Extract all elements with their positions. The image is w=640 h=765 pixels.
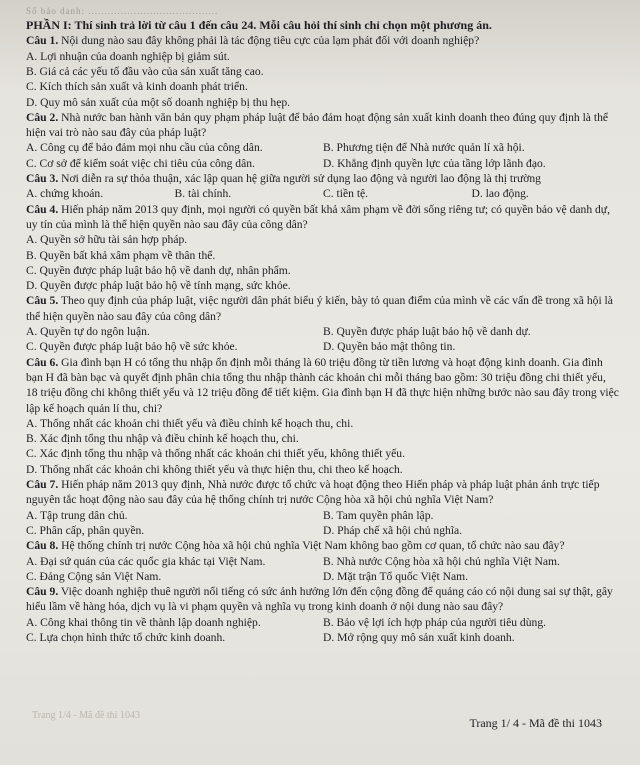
question-text: Việc doanh nghiệp thuê người nổi tiếng có sức ảnh hưởng lớn đến cộng đồng để quảng cáo có nội dung sai sự thật, gây hiểu lầm về hàng hóa, dịch vụ là vi phạm quyền và nghĩa vụ trong kinh doanh ở nội dung nào sau đây?	[26, 585, 613, 614]
option-b: B. Nhà nước Cộng hòa xã hội chủ nghĩa Việt Nam.	[323, 554, 560, 568]
options-row	[26, 186, 620, 201]
options-row	[26, 630, 620, 645]
options-row	[26, 508, 620, 523]
option-d: D. Pháp chế xã hội chủ nghĩa.	[323, 523, 463, 537]
question-stem	[26, 33, 620, 48]
option-c: C. Xác định tổng thu nhập và thống nhất các khoản chi thiết yếu, không thiết yếu.	[26, 447, 405, 461]
question-6	[26, 355, 620, 477]
option-a: A. Quyền sở hữu tài sản hợp pháp.	[26, 233, 188, 247]
question-number: Câu 7.	[26, 478, 59, 492]
question-text: Nội dung nào sau đây không phải là tác động tiêu cực của lạm phát đối với doanh nghiệp?	[61, 34, 480, 48]
question-stem	[26, 355, 620, 416]
option-b: B. Quyền được pháp luật bảo hộ về danh dự.	[323, 325, 531, 339]
option-c: C. Cơ sở để kiểm soát việc chi tiêu của công dân.	[26, 156, 255, 170]
option-a: A. Công cụ để bảo đảm mọi nhu cầu của công dân.	[26, 141, 263, 155]
options-row	[26, 615, 620, 630]
question-7	[26, 477, 620, 538]
option-b: B. Tam quyền phân lập.	[323, 508, 434, 522]
question-3	[26, 171, 620, 202]
question-8	[26, 538, 620, 584]
option-d: D. Quy mô sản xuất của một số doanh nghiệp bị thu hẹp.	[26, 95, 291, 109]
option-b: B. Quyền bất khả xâm phạm về thân thể.	[26, 248, 216, 262]
bleed-through-text: Trang 1/4 - Mã đề thi 1043	[32, 710, 140, 721]
faded-header: Số báo danh: ........................................	[26, 6, 219, 16]
option-d: D. Thống nhất các khoản chi không thiết yếu và thực hiện thu, chi theo kế hoạch.	[26, 462, 403, 476]
question-text: Nơi diễn ra sự thỏa thuận, xác lập quan hệ giữa người sử dụng lao động và người lao động là thị trường	[61, 172, 541, 186]
options-row	[26, 324, 620, 339]
question-stem	[26, 110, 620, 141]
option-c: C. Lựa chọn hình thức tổ chức kinh doanh.	[26, 630, 226, 644]
options-row	[26, 339, 620, 354]
option-a: A. Quyền tự do ngôn luận.	[26, 325, 150, 339]
section-heading: PHẦN I: Thí sinh trả lời từ câu 1 đến câu 24. Mỗi câu hỏi thí sinh chỉ chọn một phương án.	[26, 18, 492, 32]
question-number: Câu 2.	[26, 110, 59, 124]
option-b: B. Giá cả các yếu tố đầu vào của sản xuất tăng cao.	[26, 65, 264, 78]
question-text: Hiến pháp năm 2013 quy định, Nhà nước được tổ chức và hoạt động theo Hiến pháp và pháp luật phản ánh trực tiếp nguyên tắc hoạt động nào sau đây của hệ thống chính trị nước Cộng hòa xã hội chủ nghĩa Việt Nam?	[26, 478, 600, 507]
options-row	[26, 156, 620, 171]
question-text: Nhà nước ban hành văn bản quy phạm pháp luật để bảo đảm hoạt động sản xuất kinh doanh theo đúng quy định là thể hiện vai trò nào sau đây của pháp luật?	[26, 110, 609, 140]
question-number: Câu 1.	[26, 34, 59, 48]
question-9	[26, 584, 620, 645]
question-number: Câu 4.	[26, 202, 59, 216]
option-a: A. Thống nhất các khoản chi thiết yếu và điều chỉnh kế hoạch thu, chi.	[26, 416, 354, 430]
question-stem	[26, 477, 620, 508]
option-c: C. Đảng Cộng sản Việt Nam.	[26, 569, 162, 583]
question-2	[26, 110, 620, 171]
question-text: Hệ thống chính trị nước Cộng hòa xã hội chủ nghĩa Việt Nam không bao gồm cơ quan, tổ chức nào sau đây?	[61, 539, 565, 553]
question-stem	[26, 584, 620, 615]
question-number: Câu 6.	[26, 355, 59, 369]
option-a: A. Đại sứ quán của các quốc gia khác tại Việt Nam.	[26, 554, 266, 568]
question-stem	[26, 202, 620, 233]
option-b: B. Bảo vệ lợi ích hợp pháp của người tiêu dùng.	[323, 615, 547, 629]
options-row	[26, 569, 620, 584]
option-c: C. Quyền được pháp luật bảo hộ về sức khỏe.	[26, 340, 238, 354]
question-number: Câu 8.	[26, 539, 59, 553]
option-a: A. chứng khoán.	[26, 187, 104, 201]
options-row	[26, 554, 620, 569]
option-c: C. Phân cấp, phân quyền.	[26, 523, 145, 537]
page-footer: Trang 1/ 4 - Mã đề thi 1043	[469, 716, 602, 730]
option-a: A. Công khai thông tin về thành lập doanh nghiệp.	[26, 615, 261, 629]
question-text: Hiến pháp năm 2013 quy định, mọi người có quyền bất khả xâm phạm về đời sống riêng tư; có quyền bảo vệ danh dự, uy tín của mình là thể hiện quyền nào sau đây của công dân?	[26, 202, 610, 231]
option-d: D. Quyền bảo mật thông tin.	[323, 340, 456, 354]
question-number: Câu 3.	[26, 172, 59, 186]
option-a: A. Tập trung dân chủ.	[26, 508, 128, 522]
question-number: Câu 5.	[26, 294, 59, 308]
question-stem	[26, 171, 620, 186]
question-4	[26, 202, 620, 294]
option-d: D. Quyền được pháp luật bảo hộ về tính mạng, sức khỏe.	[26, 279, 291, 293]
question-stem	[26, 293, 620, 324]
options-row	[26, 140, 620, 155]
option-d: D. Khẳng định quyền lực của tầng lớp lãnh đạo.	[323, 156, 546, 170]
options-row	[26, 523, 620, 538]
question-5	[26, 293, 620, 354]
option-b: B. tài chính.	[174, 187, 232, 201]
option-d: D. Mặt trận Tổ quốc Việt Nam.	[323, 569, 469, 583]
question-text: Theo quy định của pháp luật, việc người dân phát biểu ý kiến, bày tỏ quan điểm của mình về các vấn đề trong xã hội là thể hiện quyền nào sau đây của công dân?	[26, 294, 613, 323]
option-c: C. Quyền được pháp luật bảo hộ về danh dự, nhân phẩm.	[26, 263, 291, 277]
option-b: B. Xác định tổng thu nhập và điều chỉnh kế hoạch thu, chi.	[26, 432, 299, 446]
option-d: D. Mở rộng quy mô sản xuất kinh doanh.	[323, 630, 515, 644]
question-number: Câu 9.	[26, 585, 59, 599]
question-stem	[26, 538, 620, 553]
option-c: C. Kích thích sản xuất và kinh doanh phát triển.	[26, 80, 248, 94]
option-c: C. tiền tệ.	[323, 187, 369, 201]
option-b: B. Phương tiện để Nhà nước quản lí xã hội.	[323, 141, 525, 155]
option-a: A. Lợi nhuận của doanh nghiệp bị giảm sút.	[26, 49, 230, 63]
question-1	[26, 33, 620, 109]
question-text: Gia đình bạn H có tổng thu nhập ổn định mỗi tháng là 60 triệu đồng từ tiền lương và hoạt động kinh doanh. Gia đình bạn H đã bàn bạc và quyết định phân chia tổng thu nhập thành các khoản chi mỗi tháng bao gồm: 30 triệu đồng chi thiết yếu, 18 triệu đồng chi không thiết yếu và 12 triệu đồng để tiết kiệm. Gia đình bạn H đã thực hiện những bước nào sau đây trong việc lập kế hoạch quản lí thu, chi?	[26, 355, 619, 415]
option-d: D. lao động.	[471, 187, 529, 201]
